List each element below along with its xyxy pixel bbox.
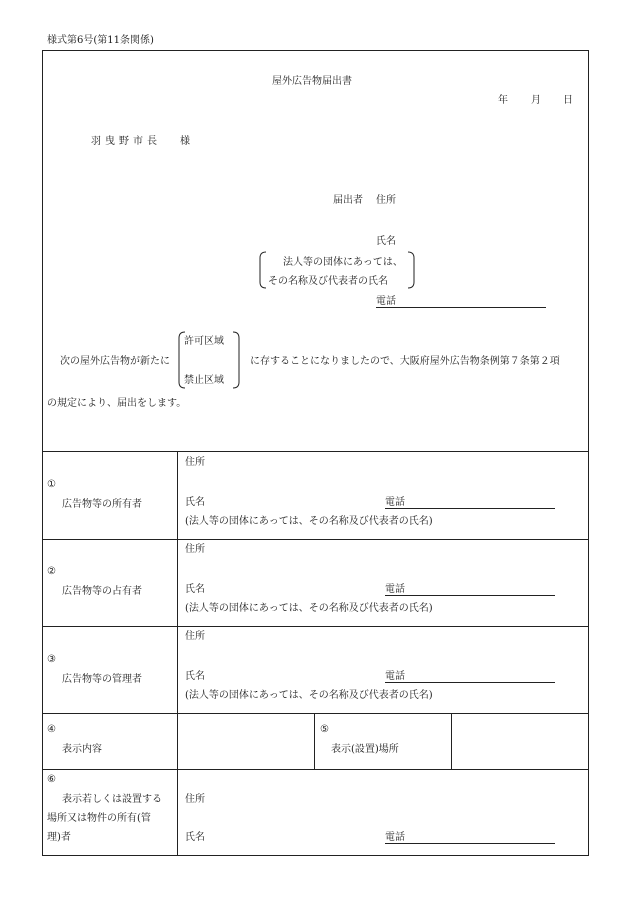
- section-label: 広告物等の管理者: [62, 674, 142, 685]
- corporate-note: (法人等の団体にあっては、その名称及び代表者の氏名): [185, 690, 433, 701]
- date-day-label: 日: [563, 95, 573, 106]
- address-label: 住所: [185, 794, 205, 805]
- table-column-divider: [177, 451, 178, 855]
- name-label: 氏名: [185, 832, 205, 843]
- statement-after: に存することになりましたので、大阪府屋外広告物条例第７条第２項: [250, 356, 560, 367]
- display-location-field[interactable]: [458, 735, 580, 755]
- table-divider: [42, 626, 588, 627]
- address-label: 住所: [185, 631, 205, 642]
- phone-label: 電話: [385, 497, 405, 508]
- table-divider: [42, 713, 588, 714]
- section-label: 広告物等の占有者: [62, 586, 142, 597]
- corporate-note: (法人等の団体にあっては、その名称及び代表者の氏名): [185, 516, 433, 527]
- phone-line[interactable]: [385, 682, 555, 683]
- section-number: ②: [47, 566, 56, 577]
- address-label: 住所: [185, 457, 205, 468]
- applicant-bracket-line2: その名称及び代表者の氏名: [268, 276, 388, 287]
- section-number: ①: [47, 479, 56, 490]
- addressee-honorific: 様: [180, 136, 190, 147]
- phone-line[interactable]: [385, 595, 555, 596]
- row6-number: ⑥: [47, 774, 56, 785]
- row6-label-line3: 理)者: [47, 832, 71, 843]
- date-year-label: 年: [498, 95, 508, 106]
- applicant-bracket-line1: 法人等の団体にあっては、: [283, 257, 403, 268]
- addressee: 羽曳野市長: [91, 136, 161, 147]
- applicant-label: 届出者: [333, 195, 363, 206]
- applicant-phone-label: 電話: [376, 296, 396, 307]
- address-label: 住所: [185, 544, 205, 555]
- table-divider: [42, 539, 588, 540]
- section-number: ③: [47, 654, 56, 665]
- row6-label-line2: 場所又は物件の所有(管: [47, 813, 151, 824]
- display-content-field[interactable]: [185, 735, 307, 755]
- section-label: 広告物等の所有者: [62, 499, 142, 510]
- row5-number: ⑤: [320, 724, 329, 735]
- row4-label: 表示内容: [62, 744, 102, 755]
- table-column-divider: [451, 713, 452, 769]
- row4-number: ④: [47, 724, 56, 735]
- table-divider: [42, 769, 588, 770]
- applicant-address-label: 住所: [376, 195, 396, 206]
- phone-line[interactable]: [385, 508, 555, 509]
- phone-line[interactable]: [385, 843, 555, 844]
- name-label: 氏名: [185, 497, 205, 508]
- table-column-divider: [314, 713, 315, 769]
- corporate-note: (法人等の団体にあっては、その名称及び代表者の氏名): [185, 603, 433, 614]
- applicant-name-label: 氏名: [376, 236, 396, 247]
- zone-option-prohibited: 禁止区域: [184, 375, 224, 386]
- phone-label: 電話: [385, 832, 405, 843]
- zone-option-permitted: 許可区域: [184, 336, 224, 347]
- row5-label: 表示(設置)場所: [331, 744, 399, 755]
- statement-line2: の規定により、届出をします。: [47, 398, 187, 409]
- name-label: 氏名: [185, 671, 205, 682]
- date-month-label: 月: [531, 95, 541, 106]
- table-divider: [42, 451, 588, 452]
- phone-label: 電話: [385, 584, 405, 595]
- name-label: 氏名: [185, 584, 205, 595]
- applicant-phone-line[interactable]: [376, 307, 546, 308]
- phone-label: 電話: [385, 671, 405, 682]
- form-title: 屋外広告物届出書: [272, 76, 352, 87]
- form-label: 様式第6号(第11条関係): [47, 35, 154, 46]
- statement-before: 次の屋外広告物が新たに: [60, 356, 170, 367]
- row6-label-line1: 表示若しくは設置する: [62, 794, 162, 805]
